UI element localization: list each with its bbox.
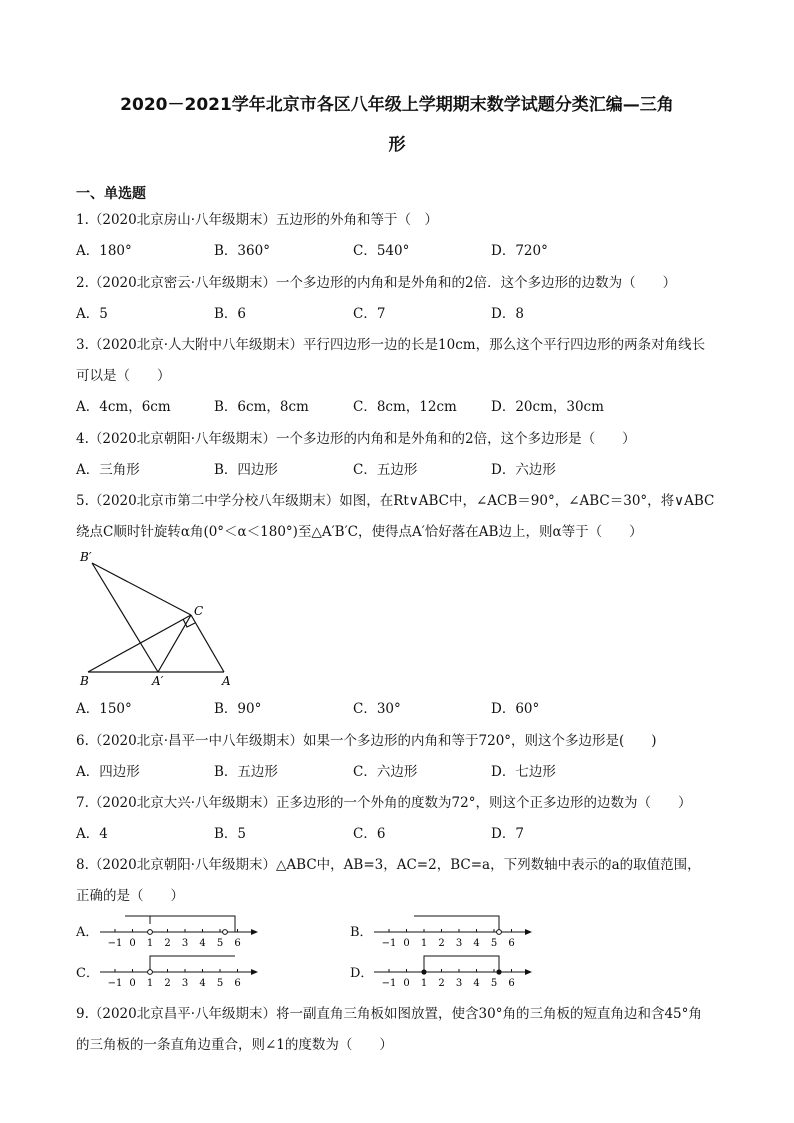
axis-tick-label: 4: [199, 938, 206, 949]
number-line-b[interactable]: [374, 910, 544, 950]
axis-tick-label: 1: [420, 978, 428, 989]
option-d[interactable]: D．: [350, 966, 374, 981]
option-b[interactable]: B．90°: [214, 701, 262, 717]
option-a[interactable]: A．150°: [76, 701, 132, 717]
axis-tick-label: 5: [216, 978, 224, 989]
axis-tick-label: −1: [381, 938, 397, 949]
question-4: 4.（2020北京朝阳·八年级期末）一个多边形的内角和是外角和的2倍，这个多边形是（ ）: [76, 431, 636, 447]
option-c[interactable]: C．五边形: [353, 462, 418, 478]
option-c[interactable]: C．30°: [353, 701, 401, 717]
axis-tick-label: 1: [146, 978, 154, 989]
question-5-continued: 绕点C顺时针旋转α角(0°＜α＜180°)至△A′B′C，使得点A′恰好落在AB边上，则α等于（ ）: [76, 524, 643, 540]
axis-tick-label: 3: [455, 938, 463, 949]
axis-tick-label: 4: [473, 938, 480, 949]
axis-tick-label: 5: [490, 938, 498, 949]
question-5: 5.（2020北京市第二中学分校八年级期末）如图，在Rt∨ABC中，∠ACB＝90°，∠ABC＝30°，将∨ABC: [76, 493, 715, 509]
number-line-d[interactable]: [374, 950, 544, 990]
option-d[interactable]: D．8: [491, 306, 524, 322]
option-b[interactable]: B．360°: [214, 243, 270, 259]
option-d[interactable]: D．20cm，30cm: [491, 399, 604, 415]
question-4-options: [76, 458, 716, 478]
option-d[interactable]: D．7: [491, 826, 524, 842]
option-a[interactable]: A．: [76, 925, 99, 940]
axis-tick-label: 4: [199, 978, 206, 989]
page-title-continued: 形: [388, 135, 406, 155]
axis-tick-label: 3: [181, 938, 189, 949]
axis-tick-label: 0: [403, 978, 410, 989]
number-line-a[interactable]: [100, 910, 270, 950]
axis-tick-label: 2: [164, 978, 171, 989]
question-6: 6.（2020北京·昌平一中八年级期末）如果一个多边形的内角和等于720°，则这个多边形是( ): [76, 733, 657, 749]
axis-tick-label: 6: [508, 938, 515, 949]
question-9-continued: 的三角板的一条直角边重合，则∠1的度数为（ ）: [76, 1037, 393, 1053]
axis-tick-label: 6: [234, 978, 241, 989]
option-c[interactable]: C．540°: [353, 243, 410, 259]
axis-tick-label: 6: [508, 978, 515, 989]
triangle-rotation-figure: [76, 545, 246, 690]
option-c[interactable]: C．六边形: [353, 764, 418, 780]
axis-tick-label: −1: [381, 978, 397, 989]
option-b[interactable]: B．四边形: [214, 462, 278, 478]
section-heading: 一、单选题: [76, 186, 146, 202]
label-a-prime: A′: [152, 674, 164, 688]
axis-tick-label: −1: [107, 938, 123, 949]
option-b[interactable]: B．6: [214, 306, 247, 322]
page-title: 2020－2021学年北京市各区八年级上学期期末数学试题分类汇编—三角: [120, 95, 674, 115]
axis-tick-label: 0: [129, 978, 136, 989]
question-5-options: [76, 697, 716, 717]
question-3-options: [76, 395, 716, 415]
option-c[interactable]: C．8cm，12cm: [353, 399, 457, 415]
axis-tick-label: 1: [146, 938, 154, 949]
question-3-continued: 可以是（ ）: [76, 368, 171, 384]
option-a[interactable]: A．4cm，6cm: [76, 399, 171, 415]
axis-tick-label: 2: [164, 938, 171, 949]
option-b[interactable]: B．五边形: [214, 764, 278, 780]
option-b[interactable]: B．6cm，8cm: [214, 399, 309, 415]
option-b[interactable]: B．: [350, 925, 373, 940]
question-2-options: [76, 302, 716, 322]
question-1-options: [76, 239, 716, 259]
option-c[interactable]: C．7: [353, 306, 386, 322]
label-b-prime: B′: [80, 550, 92, 564]
axis-tick-label: 3: [181, 978, 189, 989]
option-a[interactable]: A．四边形: [76, 764, 140, 780]
option-a[interactable]: A．5: [76, 306, 108, 322]
label-c: C: [194, 604, 204, 618]
axis-tick-label: 4: [473, 978, 480, 989]
label-a: A: [222, 674, 231, 688]
option-d[interactable]: D．720°: [491, 243, 548, 259]
question-6-options: [76, 760, 716, 780]
option-d[interactable]: D．六边形: [491, 462, 556, 478]
axis-tick-label: 5: [490, 978, 498, 989]
question-2: 2.（2020北京密云·八年级期末）一个多边形的内角和是外角和的2倍．这个多边形的边数为（ ）: [76, 275, 677, 291]
axis-tick-label: −1: [107, 978, 123, 989]
question-3: 3.（2020北京·人大附中八年级期末）平行四边形一边的长是10cm，那么这个平行四边形的两条对角线长: [76, 337, 706, 353]
axis-tick-label: 0: [129, 938, 136, 949]
axis-tick-label: 2: [438, 938, 445, 949]
option-c[interactable]: C．: [76, 966, 99, 981]
option-a[interactable]: A．三角形: [76, 462, 140, 478]
option-a[interactable]: A．4: [76, 826, 108, 842]
option-d[interactable]: D．60°: [491, 701, 540, 717]
axis-tick-label: 5: [216, 938, 224, 949]
axis-tick-label: 1: [420, 938, 428, 949]
question-8-continued: 正确的是（ ）: [76, 888, 184, 904]
question-7: 7.（2020北京大兴·八年级期末）正多边形的一个外角的度数为72°，则这个正多边形的边数为（ ）: [76, 795, 692, 811]
label-b: B: [80, 674, 89, 688]
option-d[interactable]: D．七边形: [491, 764, 556, 780]
axis-tick-label: 0: [403, 938, 410, 949]
question-7-options: [76, 822, 716, 842]
question-9: 9.（2020北京昌平·八年级期末）将一副直角三角板如图放置，使含30°角的三角板的短直角边和含45°角: [76, 1006, 702, 1022]
option-c[interactable]: C．6: [353, 826, 386, 842]
number-line-c[interactable]: [100, 950, 270, 990]
axis-tick-label: 6: [234, 938, 241, 949]
option-a[interactable]: A．180°: [76, 243, 132, 259]
axis-tick-label: 3: [455, 978, 463, 989]
question-1: 1.（2020北京房山·八年级期末）五边形的外角和等于（ ）: [76, 212, 439, 228]
option-b[interactable]: B．5: [214, 826, 247, 842]
axis-tick-label: 2: [438, 978, 445, 989]
question-8: 8.（2020北京朝阳·八年级期末）△ABC中，AB=3，AC=2，BC=a，下列数轴中表示的a的取值范围，: [76, 857, 701, 873]
